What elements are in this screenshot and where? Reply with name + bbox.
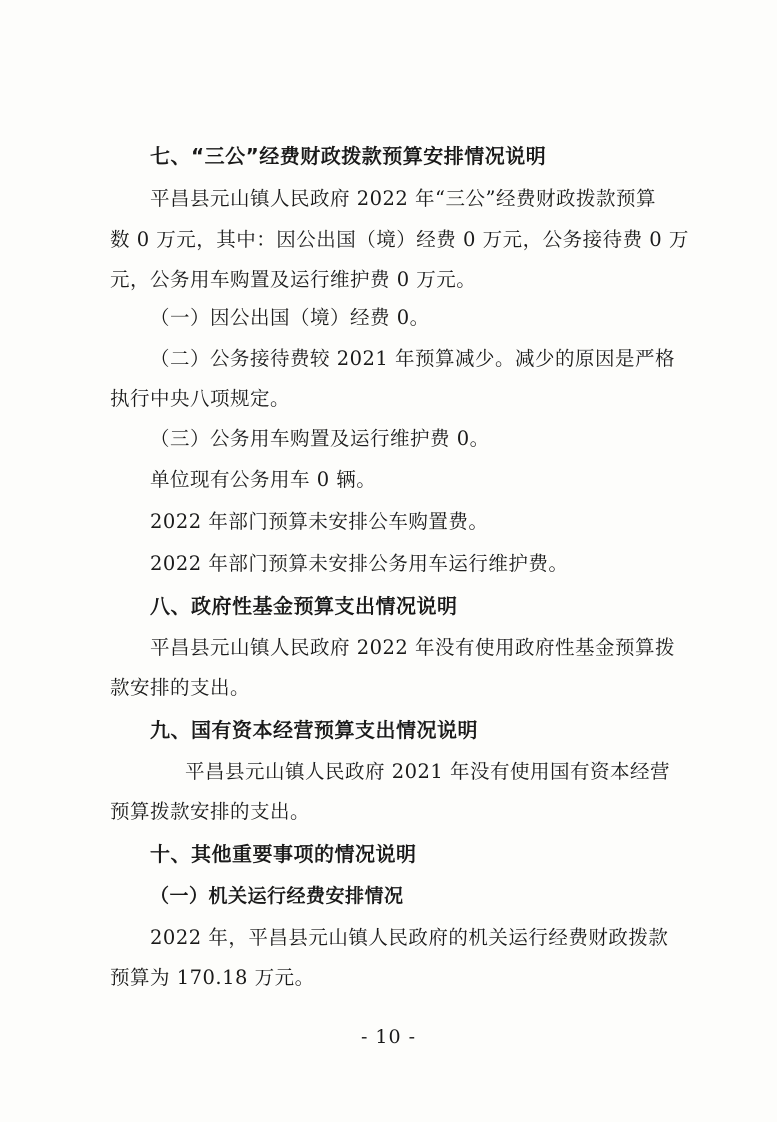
section-10-paragraph-line: 预算为 170.18 万元。 [110, 966, 315, 989]
vehicle-purchase-line: 2022 年部门预算未安排公车购置费。 [150, 510, 489, 533]
section-7-item-2-line: （二）公务接待费较 2021 年预算减少。减少的原因是严格 [150, 347, 676, 370]
vehicle-count-line: 单位现有公务用车 0 辆。 [150, 468, 377, 491]
section-7-item-1: （一）因公出国（境）经费 0。 [150, 306, 430, 329]
section-7-paragraph-line: 数 0 万元，其中：因公出国（境）经费 0 万元，公务接待费 0 万 [110, 228, 689, 251]
section-8-paragraph-line: 平昌县元山镇人民政府 2022 年没有使用政府性基金预算拨 [150, 636, 676, 659]
section-7-paragraph-line: 元，公务用车购置及运行维护费 0 万元。 [110, 268, 477, 291]
section-10-heading: 十、其他重要事项的情况说明 [150, 842, 417, 866]
section-9-heading: 九、国有资本经营预算支出情况说明 [150, 718, 478, 742]
section-7-item-2-line: 执行中央八项规定。 [110, 387, 291, 410]
vehicle-maintenance-line: 2022 年部门预算未安排公务用车运行维护费。 [150, 552, 569, 575]
page-number: - 10 - [360, 1026, 417, 1048]
section-9-paragraph-line: 平昌县元山镇人民政府 2021 年没有使用国有资本经营 [185, 760, 671, 783]
section-10-paragraph-line: 2022 年，平昌县元山镇人民政府的机关运行经费财政拨款 [150, 926, 669, 949]
section-8-paragraph-line: 款安排的支出。 [110, 676, 251, 699]
section-7-heading: 七、“三公”经费财政拨款预算安排情况说明 [150, 144, 547, 168]
section-7-item-3: （三）公务用车购置及运行维护费 0。 [150, 427, 490, 450]
section-8-heading: 八、政府性基金预算支出情况说明 [150, 594, 458, 618]
section-9-paragraph-line: 预算拨款安排的支出。 [110, 800, 311, 823]
section-7-paragraph-line: 平昌县元山镇人民政府 2022 年“三公”经费财政拨款预算 [150, 187, 656, 210]
section-10-subheading: （一）机关运行经费安排情况 [150, 885, 404, 907]
